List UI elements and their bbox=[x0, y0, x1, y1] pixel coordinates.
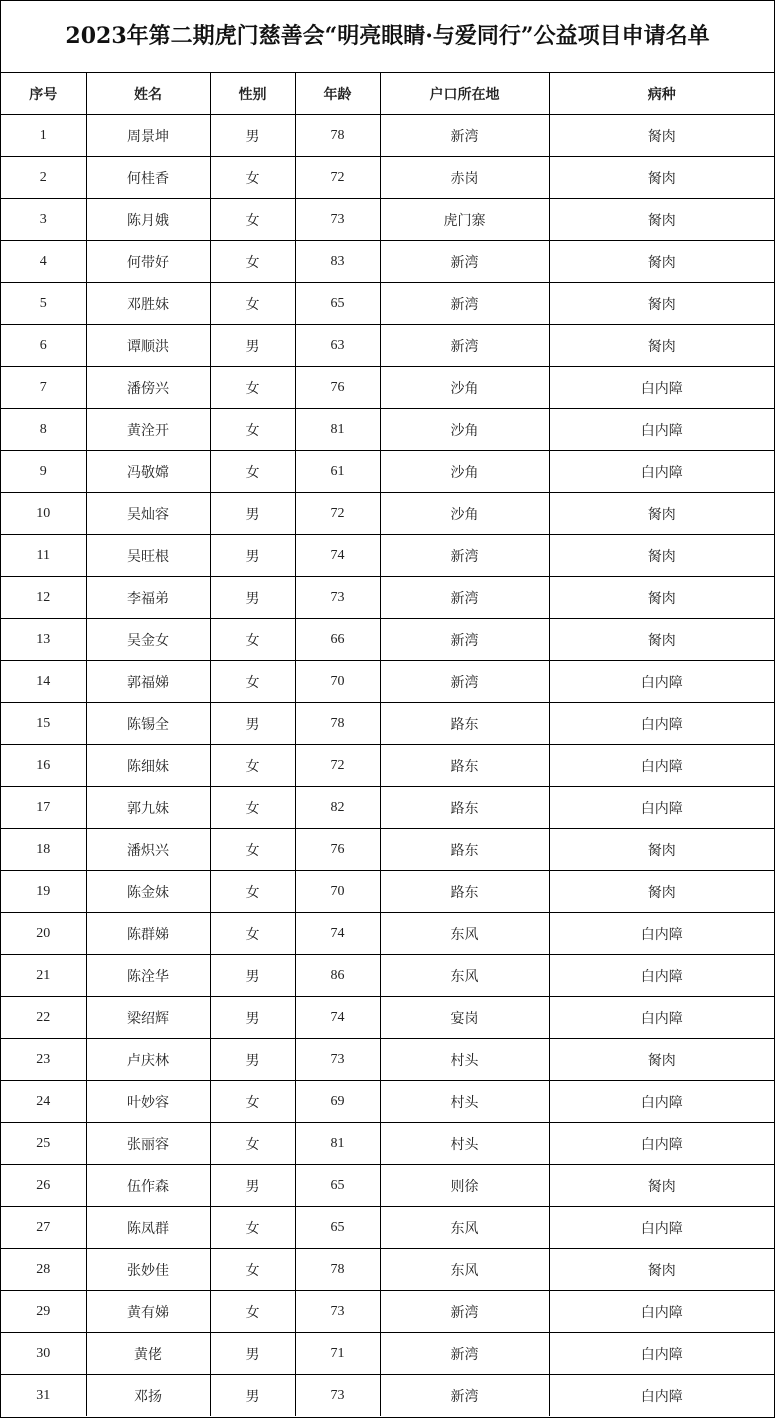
cell-gender: 女 bbox=[210, 1081, 295, 1123]
cell-disease: 胬肉 bbox=[549, 577, 774, 619]
cell-gender: 男 bbox=[210, 325, 295, 367]
header-disease: 病种 bbox=[549, 73, 774, 115]
cell-gender: 男 bbox=[210, 535, 295, 577]
cell-name: 邓扬 bbox=[86, 1375, 210, 1417]
cell-serial-number: 31 bbox=[1, 1375, 86, 1417]
cell-name: 梁绍辉 bbox=[86, 997, 210, 1039]
cell-age: 70 bbox=[295, 871, 380, 913]
cell-residence: 虎门寨 bbox=[380, 199, 549, 241]
cell-residence: 宴岗 bbox=[380, 997, 549, 1039]
table-row bbox=[1, 619, 774, 661]
cell-serial-number: 9 bbox=[1, 451, 86, 493]
cell-residence: 新湾 bbox=[380, 115, 549, 157]
cell-gender: 女 bbox=[210, 1291, 295, 1333]
cell-residence: 新湾 bbox=[380, 283, 549, 325]
cell-disease: 白内障 bbox=[549, 1081, 774, 1123]
cell-age: 69 bbox=[295, 1081, 380, 1123]
cell-disease: 白内障 bbox=[549, 1291, 774, 1333]
table-row bbox=[1, 1123, 774, 1165]
cell-age: 73 bbox=[295, 1039, 380, 1081]
cell-name: 张妙佳 bbox=[86, 1249, 210, 1291]
cell-serial-number: 27 bbox=[1, 1207, 86, 1249]
cell-serial-number: 12 bbox=[1, 577, 86, 619]
cell-residence: 路东 bbox=[380, 829, 549, 871]
cell-disease: 白内障 bbox=[549, 997, 774, 1039]
cell-name: 吴灿容 bbox=[86, 493, 210, 535]
cell-gender: 男 bbox=[210, 703, 295, 745]
cell-gender: 女 bbox=[210, 367, 295, 409]
cell-age: 82 bbox=[295, 787, 380, 829]
cell-name: 卢庆林 bbox=[86, 1039, 210, 1081]
cell-gender: 男 bbox=[210, 577, 295, 619]
cell-disease: 白内障 bbox=[549, 1207, 774, 1249]
header-age: 年龄 bbox=[295, 73, 380, 115]
cell-name: 李福弟 bbox=[86, 577, 210, 619]
cell-serial-number: 21 bbox=[1, 955, 86, 997]
table-row bbox=[1, 997, 774, 1039]
cell-age: 86 bbox=[295, 955, 380, 997]
cell-disease: 胬肉 bbox=[549, 1165, 774, 1207]
cell-age: 61 bbox=[295, 451, 380, 493]
cell-name: 邓胜妹 bbox=[86, 283, 210, 325]
table-row bbox=[1, 157, 774, 199]
cell-serial-number: 5 bbox=[1, 283, 86, 325]
cell-gender: 男 bbox=[210, 1333, 295, 1375]
table-row bbox=[1, 367, 774, 409]
cell-disease: 白内障 bbox=[640, 1388, 683, 1405]
cell-residence: 新湾 bbox=[380, 241, 549, 283]
table-row bbox=[1, 1039, 774, 1081]
cell-name: 黄洤开 bbox=[86, 409, 210, 451]
cell-serial-number: 13 bbox=[1, 619, 86, 661]
cell-gender: 女 bbox=[210, 1207, 295, 1249]
cell-gender: 女 bbox=[210, 283, 295, 325]
table-row bbox=[1, 1081, 774, 1123]
cell-name: 吴旺根 bbox=[86, 535, 210, 577]
cell-residence: 路东 bbox=[380, 745, 549, 787]
applicant-table bbox=[1, 73, 774, 1416]
cell-age: 72 bbox=[295, 493, 380, 535]
cell-residence: 东风 bbox=[380, 955, 549, 997]
cell-gender: 女 bbox=[210, 829, 295, 871]
cell-residence: 新湾 bbox=[380, 1375, 549, 1417]
table-row bbox=[1, 283, 774, 325]
cell-age: 66 bbox=[295, 619, 380, 661]
cell-name: 潘炽兴 bbox=[86, 829, 210, 871]
cell-gender: 男 bbox=[210, 493, 295, 535]
cell-age: 74 bbox=[295, 535, 380, 577]
cell-name: 何桂香 bbox=[86, 157, 210, 199]
cell-disease: 白内障 bbox=[549, 787, 774, 829]
table-body bbox=[1, 115, 774, 1417]
cell-name: 陈月娥 bbox=[86, 199, 210, 241]
cell-serial-number: 16 bbox=[1, 745, 86, 787]
table-row bbox=[1, 871, 774, 913]
cell-residence: 东风 bbox=[380, 1249, 549, 1291]
cell-residence: 沙角 bbox=[380, 409, 549, 451]
cell-name: 潘傍兴 bbox=[86, 367, 210, 409]
cell-age: 76 bbox=[295, 829, 380, 871]
cell-gender: 女 bbox=[210, 1123, 295, 1165]
cell-serial-number: 7 bbox=[1, 367, 86, 409]
table-row bbox=[1, 1291, 774, 1333]
cell-serial-number: 24 bbox=[1, 1081, 86, 1123]
cell-serial-number: 2 bbox=[1, 157, 86, 199]
cell-name: 周景坤 bbox=[86, 115, 210, 157]
cell-serial-number: 20 bbox=[1, 913, 86, 955]
header-row bbox=[1, 73, 774, 115]
cell-age: 65 bbox=[295, 1207, 380, 1249]
cell-residence: 新湾 bbox=[380, 1333, 549, 1375]
cell-disease: 胬肉 bbox=[549, 493, 774, 535]
cell-residence: 路东 bbox=[380, 703, 549, 745]
table-row bbox=[1, 1375, 774, 1417]
cell-serial-number: 23 bbox=[1, 1039, 86, 1081]
cell-residence: 新湾 bbox=[380, 325, 549, 367]
cell-disease: 白内障 bbox=[549, 1333, 774, 1375]
table-row bbox=[1, 1165, 774, 1207]
cell-age: 73 bbox=[295, 577, 380, 619]
table-row bbox=[1, 661, 774, 703]
cell-gender: 男 bbox=[210, 1039, 295, 1081]
cell-residence: 村头 bbox=[380, 1039, 549, 1081]
cell-serial-number: 1 bbox=[1, 115, 86, 157]
cell-residence: 沙角 bbox=[380, 451, 549, 493]
cell-serial-number: 30 bbox=[1, 1333, 86, 1375]
cell-serial-number: 3 bbox=[1, 199, 86, 241]
cell-residence: 村头 bbox=[380, 1123, 549, 1165]
cell-disease: 胬肉 bbox=[549, 325, 774, 367]
table-row bbox=[1, 199, 774, 241]
header-serial-number: 序号 bbox=[1, 73, 86, 115]
cell-gender: 男 bbox=[210, 115, 295, 157]
cell-age: 78 bbox=[295, 703, 380, 745]
table-row bbox=[1, 955, 774, 997]
cell-name: 黄有娣 bbox=[86, 1291, 210, 1333]
cell-residence: 新湾 bbox=[380, 535, 549, 577]
cell-serial-number: 11 bbox=[1, 535, 86, 577]
table-row bbox=[1, 115, 774, 157]
cell-age: 73 bbox=[295, 1291, 380, 1333]
cell-age: 81 bbox=[295, 1123, 380, 1165]
cell-age: 74 bbox=[295, 913, 380, 955]
cell-gender: 女 bbox=[210, 745, 295, 787]
table-row bbox=[1, 325, 774, 367]
table-row bbox=[1, 535, 774, 577]
cell-residence: 东风 bbox=[380, 1207, 549, 1249]
cell-serial-number: 14 bbox=[1, 661, 86, 703]
cell-disease: 胬肉 bbox=[549, 283, 774, 325]
cell-gender: 女 bbox=[210, 787, 295, 829]
cell-name: 郭九妹 bbox=[86, 787, 210, 829]
cell-residence: 新湾 bbox=[380, 1291, 549, 1333]
table-row bbox=[1, 745, 774, 787]
cell-serial-number: 6 bbox=[1, 325, 86, 367]
cell-name: 何带好 bbox=[86, 241, 210, 283]
cell-serial-number: 4 bbox=[1, 241, 86, 283]
cell-name: 张丽容 bbox=[86, 1123, 210, 1165]
cell-age: 71 bbox=[295, 1333, 380, 1375]
table-row bbox=[1, 577, 774, 619]
cell-disease: 白内障 bbox=[549, 451, 774, 493]
cell-residence: 新湾 bbox=[380, 577, 549, 619]
cell-disease: 胬肉 bbox=[549, 157, 774, 199]
cell-disease: 胬肉 bbox=[549, 829, 774, 871]
cell-residence: 沙角 bbox=[380, 367, 549, 409]
cell-residence: 则徐 bbox=[380, 1165, 549, 1207]
cell-gender: 女 bbox=[210, 871, 295, 913]
cell-name: 吴金女 bbox=[86, 619, 210, 661]
cell-age: 70 bbox=[295, 661, 380, 703]
cell-gender: 女 bbox=[210, 913, 295, 955]
cell-serial-number: 10 bbox=[1, 493, 86, 535]
table-row bbox=[1, 829, 774, 871]
cell-serial-number: 17 bbox=[1, 787, 86, 829]
table-row bbox=[1, 913, 774, 955]
cell-disease: 白内障 bbox=[549, 955, 774, 997]
cell-residence: 沙角 bbox=[380, 493, 549, 535]
cell-disease: 胬肉 bbox=[549, 199, 774, 241]
cell-age: 83 bbox=[295, 241, 380, 283]
table-row bbox=[1, 493, 774, 535]
cell-disease: 胬肉 bbox=[549, 1249, 774, 1291]
cell-name: 陈锡全 bbox=[86, 703, 210, 745]
table-row bbox=[1, 1249, 774, 1291]
cell-gender: 女 bbox=[210, 241, 295, 283]
cell-residence: 路东 bbox=[380, 787, 549, 829]
cell-disease: 胬肉 bbox=[549, 115, 774, 157]
table-row bbox=[1, 409, 774, 451]
header-residence: 户口所在地 bbox=[380, 73, 549, 115]
header-gender: 性别 bbox=[210, 73, 295, 115]
cell-name: 黄佬 bbox=[86, 1333, 210, 1375]
cell-age: 73 bbox=[295, 199, 380, 241]
cell-gender: 男 bbox=[210, 1165, 295, 1207]
cell-residence: 东风 bbox=[380, 913, 549, 955]
cell-gender: 女 bbox=[210, 409, 295, 451]
table-row bbox=[1, 1333, 774, 1375]
cell-age: 78 bbox=[295, 1249, 380, 1291]
cell-name: 伍作森 bbox=[86, 1165, 210, 1207]
cell-name: 郭福娣 bbox=[86, 661, 210, 703]
cell-disease: 胬肉 bbox=[549, 1039, 774, 1081]
table-header bbox=[1, 73, 774, 115]
cell-name: 谭顺洪 bbox=[86, 325, 210, 367]
cell-disease: 胬肉 bbox=[549, 535, 774, 577]
cell-gender: 女 bbox=[210, 619, 295, 661]
cell-gender: 女 bbox=[210, 199, 295, 241]
cell-age: 74 bbox=[295, 997, 380, 1039]
cell-serial-number: 19 bbox=[1, 871, 86, 913]
cell-disease: 白内障 bbox=[549, 661, 774, 703]
cell-age: 63 bbox=[295, 325, 380, 367]
cell-serial-number: 8 bbox=[1, 409, 86, 451]
table-row bbox=[1, 1207, 774, 1249]
cell-residence: 赤岗 bbox=[380, 157, 549, 199]
cell-serial-number: 28 bbox=[1, 1249, 86, 1291]
cell-gender: 女 bbox=[210, 661, 295, 703]
cell-gender: 男 bbox=[210, 955, 295, 997]
cell-disease: 白内障 bbox=[549, 745, 774, 787]
document-title: 2023年第二期虎门慈善会“明亮眼睛·与爱同行”公益项目申请名单 bbox=[1, 1, 774, 73]
cell-residence: 路东 bbox=[380, 871, 549, 913]
cell-name: 陈细妹 bbox=[86, 745, 210, 787]
cell-serial-number: 25 bbox=[1, 1123, 86, 1165]
cell-disease: 胬肉 bbox=[549, 871, 774, 913]
cell-name: 陈凤群 bbox=[86, 1207, 210, 1249]
cell-name: 陈群娣 bbox=[86, 913, 210, 955]
cell-age: 81 bbox=[295, 409, 380, 451]
cell-disease: 白内障 bbox=[549, 913, 774, 955]
cell-age: 73 bbox=[295, 1375, 380, 1417]
cell-gender: 女 bbox=[210, 1249, 295, 1291]
cell-disease: 胬肉 bbox=[549, 619, 774, 661]
table-row bbox=[1, 787, 774, 829]
header-name: 姓名 bbox=[86, 73, 210, 115]
cell-name: 陈金妹 bbox=[86, 871, 210, 913]
cell-serial-number: 22 bbox=[1, 997, 86, 1039]
cell-age: 65 bbox=[295, 1165, 380, 1207]
cell-gender: 男 bbox=[210, 997, 295, 1039]
cell-name: 冯敬嫦 bbox=[86, 451, 210, 493]
cell-disease: 白内障 bbox=[549, 703, 774, 745]
cell-age: 72 bbox=[295, 157, 380, 199]
cell-gender: 女 bbox=[210, 451, 295, 493]
cell-age: 72 bbox=[295, 745, 380, 787]
table-row bbox=[1, 703, 774, 745]
cell-age: 65 bbox=[295, 283, 380, 325]
cell-serial-number: 15 bbox=[1, 703, 86, 745]
cell-name: 陈洤华 bbox=[86, 955, 210, 997]
cell-disease: 白内障 bbox=[549, 1123, 774, 1165]
cell-disease: 白内障 bbox=[549, 367, 774, 409]
table-row bbox=[1, 241, 774, 283]
cell-name: 叶妙容 bbox=[86, 1081, 210, 1123]
cell-gender: 男 bbox=[210, 1375, 295, 1417]
cell-serial-number: 26 bbox=[1, 1165, 86, 1207]
cell-residence: 新湾 bbox=[380, 619, 549, 661]
cell-age: 76 bbox=[295, 367, 380, 409]
cell-residence: 新湾 bbox=[380, 661, 549, 703]
cell-disease: 胬肉 bbox=[549, 241, 774, 283]
cell-serial-number: 29 bbox=[1, 1291, 86, 1333]
cell-gender: 女 bbox=[210, 157, 295, 199]
cell-residence: 村头 bbox=[380, 1081, 549, 1123]
cell-disease: 白内障 bbox=[549, 409, 774, 451]
cell-serial-number: 18 bbox=[1, 829, 86, 871]
cell-age: 78 bbox=[295, 115, 380, 157]
table-row bbox=[1, 451, 774, 493]
